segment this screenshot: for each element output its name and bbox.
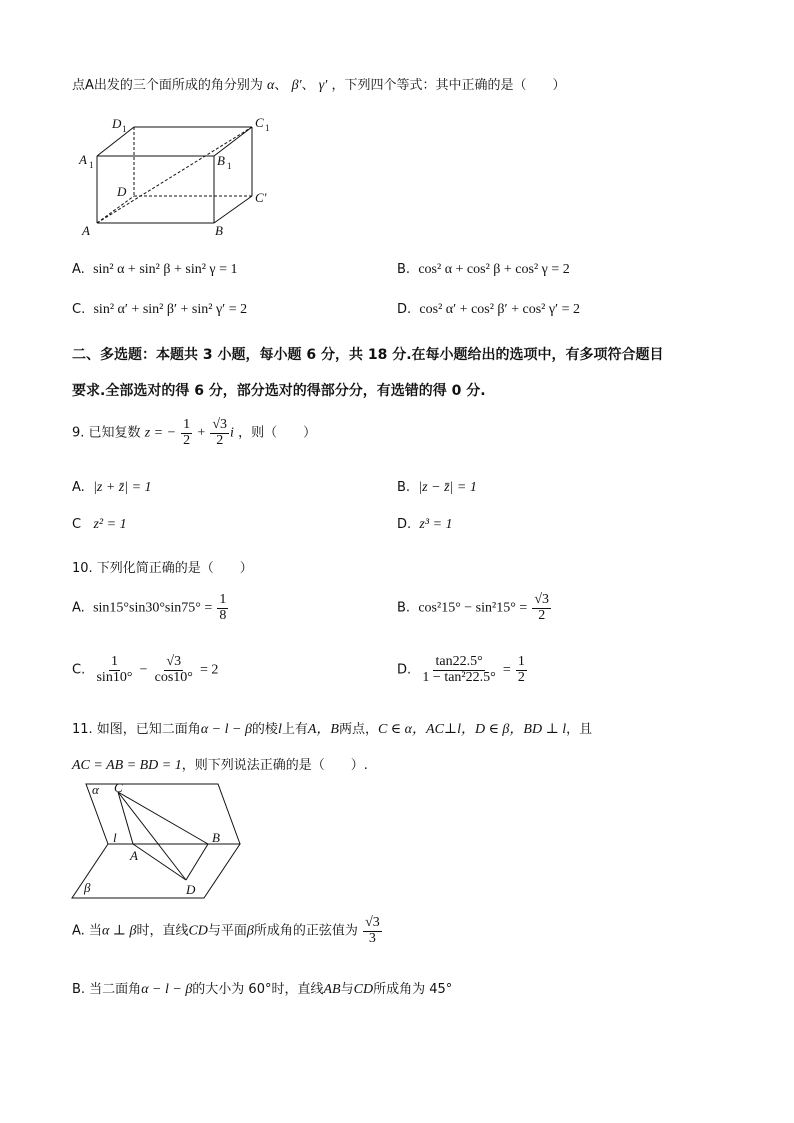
q10-option-d[interactable] [397,655,528,685]
q11-conds: C ∈ α，AC⊥l，D ∈ β，BD ⊥ l [377,722,567,737]
option-label: A. [72,480,85,495]
segment-bd [186,844,208,880]
label-a: A [130,848,138,863]
q11-b-ab: AB [323,982,341,997]
q10-a-frac: $\frac{1}{8}$ [219,592,227,623]
option-expr: cos²15° − sin²15° = [418,600,528,616]
section2-heading-line2: 要求.全部选对的得 6 分，部分选对的得部分分，有选错的得 0 分. [72,383,486,399]
segment-ad [133,844,186,880]
label-c: C′ [255,190,267,205]
option-expr: cos² α + cos² β + cos² γ = 2 [418,262,570,277]
q8-var-beta: β′ [291,78,302,93]
label-d1: D [112,116,122,131]
section2-heading-line1: 二、多选题：本题共 3 小题，每小题 6 分，共 18 分.在每小题给出的选项中，有多项符合题目 [72,347,664,363]
q11-option-b[interactable] [72,978,452,998]
q11-b-mid: 的大小为 60°时，直线 [192,982,324,997]
q8-option-d[interactable] [397,302,580,318]
svg-text:1: 1 [265,123,270,133]
label-alpha: α [92,782,99,797]
q10-c-minus: − [139,662,148,678]
label-c1: C [255,115,264,130]
option-label: C. [72,662,86,678]
q11-mid3: 两点， [338,722,378,737]
q11-angle: α − l − β [200,722,252,737]
label-b1: B [217,153,225,168]
q9-i: i [230,425,234,441]
q9-plus: + [197,425,206,441]
q11-expr: AC = AB = BD = 1 [72,758,182,773]
option-expr: |z − z̄| = 1 [418,480,477,495]
option-expr: cos² α′ + cos² β′ + cos² γ′ = 2 [419,302,581,317]
q11-b-angle: α − l − β [141,982,193,997]
q8-stem: 点A出发的三个面所成的角分别为 α、 β′、 γ′ ，下列四个等式：其中正确的是（ ） [72,78,566,93]
q9-stem-pre: 9. 已知复数 [72,425,141,441]
option-label: B. [397,600,411,616]
q11-b-cd: CD [353,982,374,997]
option-label: D. [397,662,412,678]
diagonal-ac1 [97,127,252,223]
q8-box-figure [72,108,292,240]
option-label: C [72,517,82,532]
q11-ab: A，B [307,722,339,737]
plane-beta [72,844,240,898]
svg-text:1: 1 [89,160,94,170]
label-b: B [215,223,223,238]
q11-pre: 11. 如图，已知二面角 [72,722,201,737]
q10-d-frac1: $\frac{\tan 22.5^\circ}{\text{1 − tan²22.5°}}$ [422,654,496,685]
q10-option-b[interactable] [397,593,552,623]
option-label: A. [72,600,85,616]
q10-b-frac: $\frac{√3}{2}$ [534,592,550,623]
q11-stem-line2 [72,754,368,774]
q8-stem-text: 点A出发的三个面所成的角分别为 [72,78,263,93]
q8-var-alpha: α [267,78,275,93]
q11-a-tail: 所成角的正弦值为 [253,923,358,939]
label-d: D [186,882,196,897]
q11-option-a[interactable] [72,916,383,946]
q10-c-rhs: = 2 [200,662,219,678]
option-expr: z³ = 1 [419,517,453,532]
q9-frac-2: $\frac{√3}{2}$ [212,417,228,448]
label-b: B [212,830,220,845]
q9-stem-post: ，则（ ） [238,425,317,441]
label-a: A [82,223,90,238]
q10-stem: 10. 下列化简正确的是（ ） [72,561,253,576]
label-l: l [113,830,117,845]
q8-option-c[interactable] [72,302,247,318]
q9-option-c[interactable] [72,517,127,533]
option-expr: z² = 1 [93,517,127,532]
q11-b-mid2: 与 [340,982,354,997]
option-label: C. [72,302,86,317]
option-label: A. [72,262,85,277]
q11-dihedral-figure [68,780,248,902]
option-expr: sin15°sin30°sin75° = [93,600,213,616]
q11-a-mid2: 与平面 [207,923,247,939]
q8-stem-tail: ，下列四个等式：其中正确的是（ ） [331,78,566,93]
label-d: D [117,184,127,199]
q11-a-cond: α ⊥ β [101,923,137,939]
q11-mid: 的棱 [251,722,278,737]
q11-end: ，且 [566,722,593,737]
option-label: D. [397,302,412,317]
q8-option-b[interactable] [397,262,570,278]
option-label: B. [397,480,411,495]
q11-stem-line1 [72,718,592,738]
q11-a-pre: A. 当 [72,923,102,939]
q9-stem [72,418,316,448]
option-label: B. [397,262,411,277]
segment-cb [118,792,208,844]
option-expr: |z + z̄| = 1 [93,480,152,495]
edge-ad-hidden [97,196,134,223]
q10-c-frac1: $\frac{1}{\sin 10^\circ}$ [96,654,133,685]
label-a1: A [79,152,87,167]
q11-mid2: 上有 [281,722,308,737]
q8-option-a[interactable] [72,262,238,278]
q11-a-mid: 时，直线 [136,923,189,939]
edge-b1c1 [214,127,252,156]
segment-cd [118,792,186,880]
q10-option-a[interactable] [72,593,229,623]
option-expr: sin² α′ + sin² β′ + sin² γ′ = 2 [93,302,248,317]
svg-text:1: 1 [122,124,127,134]
q9-z-eq: z = − [144,425,177,441]
q11-tail: ，则下列说法正确的是（ ）. [181,758,368,773]
svg-text:1: 1 [227,161,232,171]
q11-b-pre: B. 当二面角 [72,982,142,997]
q9-option-b[interactable] [397,480,477,496]
option-label: D. [397,517,412,532]
q11-b-tail: 所成角为 45° [373,982,453,997]
q11-l: l [277,722,282,737]
edge-bc [214,196,252,223]
q11-a-frac: $\frac{√3}{3}$ [365,915,380,946]
q10-c-frac2: $\frac{√3}{\cos 10^\circ}$ [154,654,193,685]
q8-var-gamma: γ′ [318,78,328,93]
label-beta: β [84,880,91,895]
label-c: C [114,780,123,795]
q10-d-eq: = [502,662,511,678]
q9-frac-1: $\frac{1}{2}$ [183,417,191,448]
q10-option-c[interactable] [72,655,218,685]
option-expr: sin² α + sin² β + sin² γ = 1 [93,262,238,277]
q9-option-a[interactable] [72,480,152,496]
edge-a1d1 [97,127,134,156]
q9-option-d[interactable] [397,517,453,533]
q11-a-cd: CD [188,923,208,939]
q11-a-beta: β [246,923,254,939]
q10-d-frac2: $\frac{1}{2}$ [517,654,525,685]
